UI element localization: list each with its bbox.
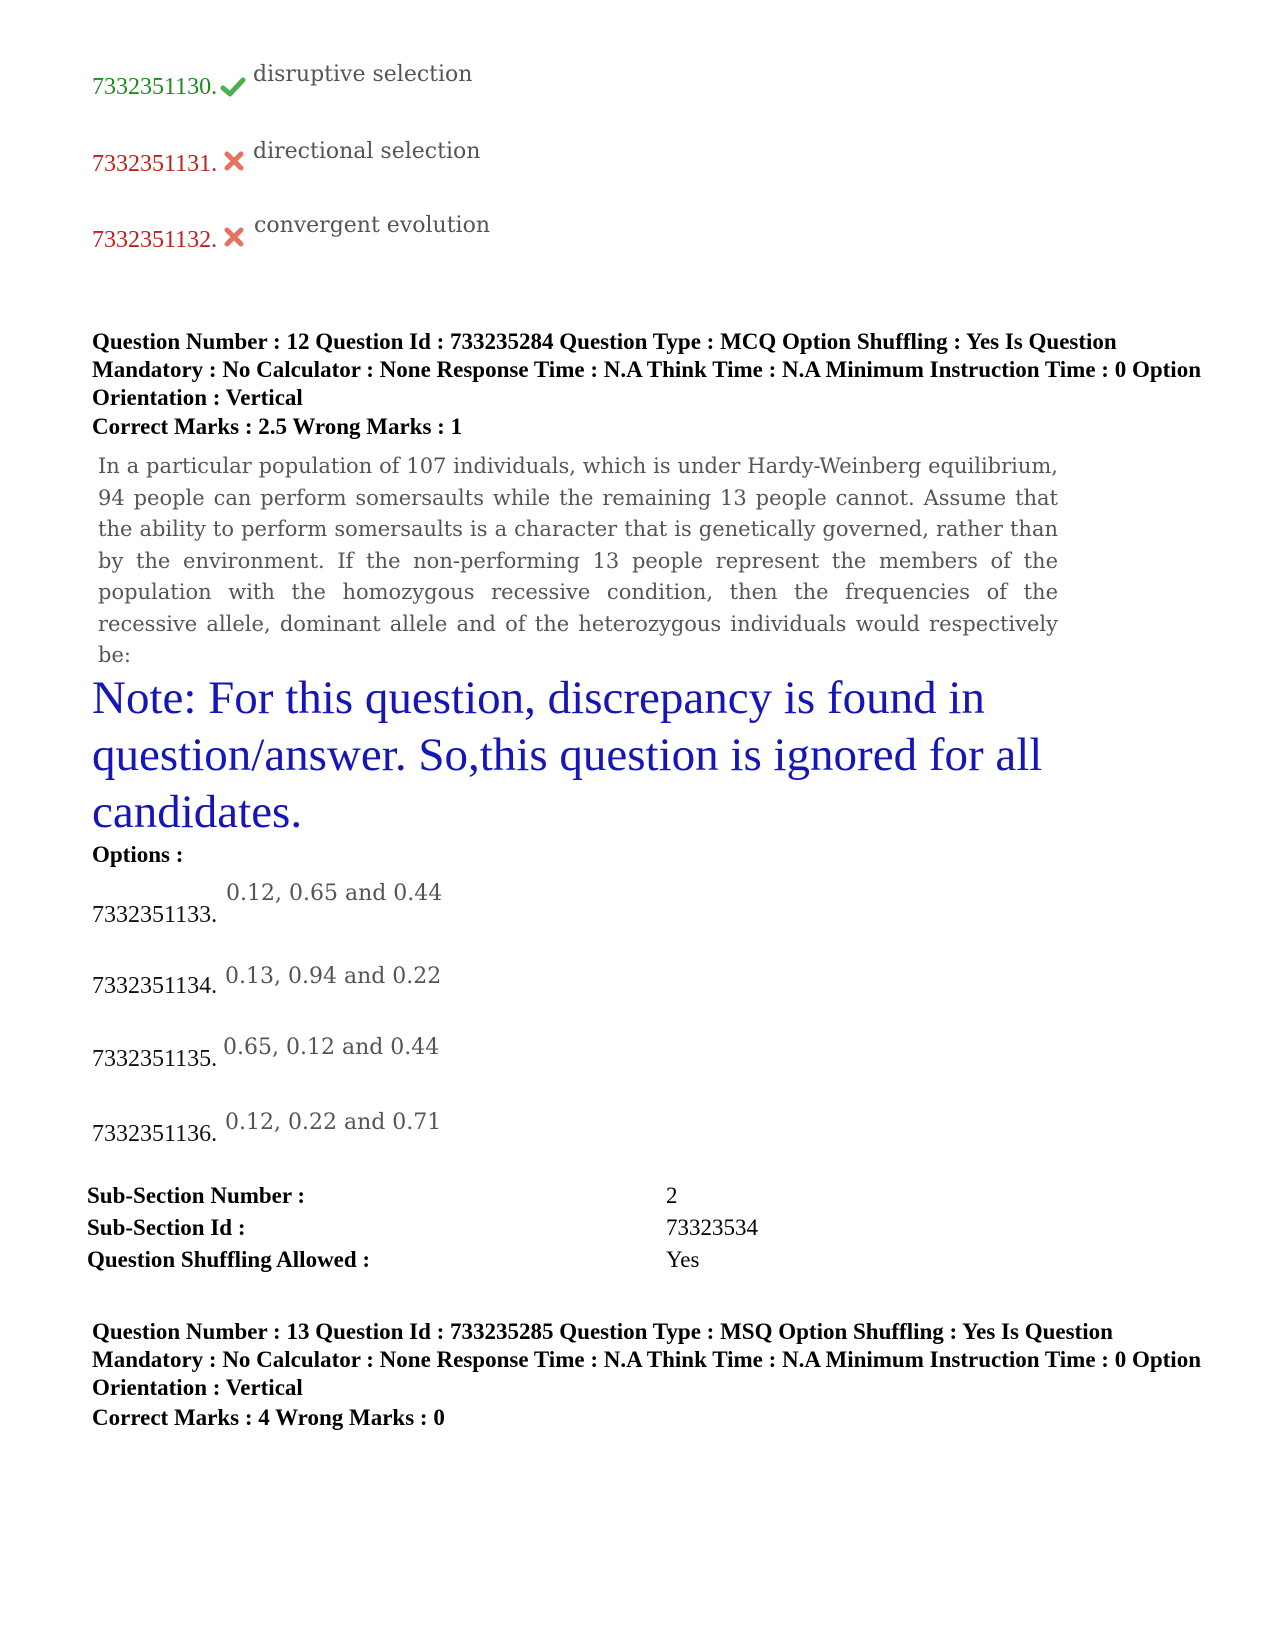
- subsection-id-value: 73323534: [666, 1215, 758, 1240]
- cross-icon: [221, 148, 247, 174]
- option-id: 7332351136.: [92, 1121, 218, 1147]
- option-text: 0.65, 0.12 and 0.44: [223, 1035, 440, 1060]
- option-text: disruptive selection: [253, 62, 473, 87]
- option-text: convergent evolution: [254, 213, 490, 238]
- option-id: 7332351135.: [92, 1046, 218, 1072]
- subsection-id-label: Sub-Section Id :: [87, 1215, 246, 1240]
- subsection-number-label: Sub-Section Number :: [87, 1183, 306, 1208]
- option-id: 7332351130.: [92, 74, 218, 100]
- cross-icon: [221, 224, 247, 250]
- option-text: 0.13, 0.94 and 0.22: [225, 964, 442, 989]
- question-shuffling-label: Question Shuffling Allowed :: [87, 1247, 371, 1272]
- subsection-number-value: 2: [666, 1183, 678, 1208]
- question-text: In a particular population of 107 individuals, which is under Hardy-Weinberg equilibrium, 94 people can perform somersaults while the remaining 13 people cannot. Assume that the ability to perform somersaults is a character that is genetically governed, rather than by the environment. If the non-performing 13 people represent the members of the population with the homozygous recessive condition, then the frequencies of the recessive allele, dominant allele and of the heterozygous individuals would respectively be:: [98, 454, 1058, 667]
- option-id: 7332351134.: [92, 973, 218, 999]
- option-id: 7332351133.: [92, 902, 218, 928]
- question-marks: Correct Marks : 2.5 Wrong Marks : 1: [92, 414, 463, 439]
- question-meta: Question Number : 12 Question Id : 733235284 Question Type : MCQ Option Shuffling : Yes Is Question Mandatory : No Calculator : None Response Time : N.A Think Time : N.A Minimum Instruction Time : 0 Option Orientation : Vertical: [92, 329, 1201, 410]
- option-id: 7332351132.: [92, 227, 218, 253]
- discrepancy-note: Note: For this question, discrepancy is found in question/answer. So,this question is ignored for all candidates.: [92, 672, 1043, 838]
- option-text: 0.12, 0.22 and 0.71: [225, 1110, 442, 1135]
- question-marks: Correct Marks : 4 Wrong Marks : 0: [92, 1405, 445, 1430]
- option-id: 7332351131.: [92, 151, 218, 177]
- options-label: Options :: [92, 842, 184, 867]
- check-icon: [220, 74, 246, 100]
- option-text: directional selection: [253, 139, 481, 164]
- option-text: 0.12, 0.65 and 0.44: [226, 881, 443, 906]
- question-meta: Question Number : 13 Question Id : 733235285 Question Type : MSQ Option Shuffling : Yes Is Question Mandatory : No Calculator : None Response Time : N.A Think Time : N.A Minimum Instruction Time : 0 Option Orientation : Vertical: [92, 1319, 1201, 1400]
- question-shuffling-value: Yes: [666, 1247, 700, 1272]
